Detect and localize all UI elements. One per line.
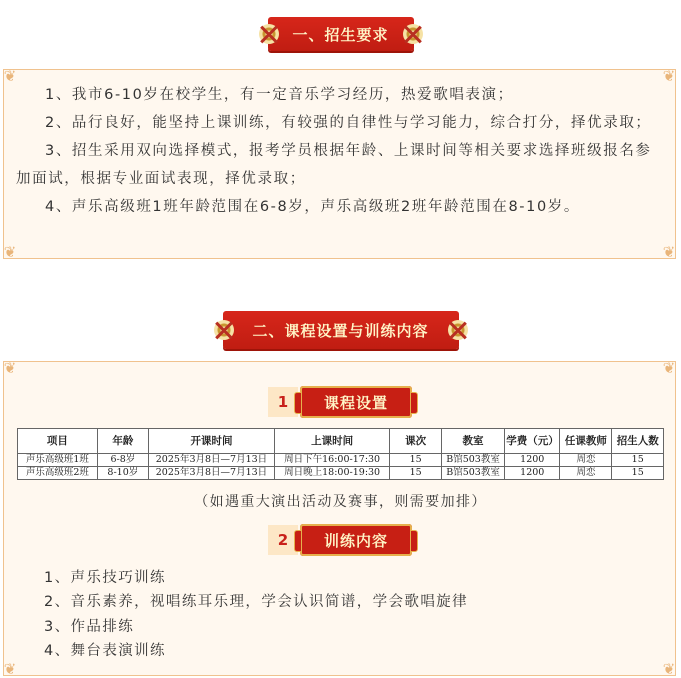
cloud-scroll-icon: ❦ xyxy=(662,660,676,678)
training-content-heading: 训练内容 xyxy=(300,524,412,556)
table-cell: 15 xyxy=(390,454,442,467)
chinese-knot-icon xyxy=(214,320,234,340)
table-cell: 声乐高级班1班 xyxy=(18,454,98,467)
sub-heading-number: 1 xyxy=(268,387,298,417)
list-item: 3、作品排练 xyxy=(44,618,135,635)
section1-title: 一、招生要求 xyxy=(292,25,389,44)
table-cell: 8-10岁 xyxy=(97,467,148,480)
table-cell: 6-8岁 xyxy=(97,454,148,467)
requirement-item: 3、招生采用双向选择模式，报考学员根据年龄、上课时间等相关要求选择班级报名参加面试，根据专业面试表现，择优录取； xyxy=(16,143,652,187)
table-cell: B馆503教室 xyxy=(441,454,504,467)
table-row xyxy=(18,467,664,480)
chinese-knot-icon xyxy=(259,24,279,44)
cloud-scroll-icon: ❦ xyxy=(662,67,676,85)
cloud-scroll-icon: ❦ xyxy=(3,243,17,261)
enrollment-requirements-text xyxy=(16,81,664,221)
course-table xyxy=(17,428,664,480)
table-cell: 1200 xyxy=(505,467,560,480)
table-cell: 1200 xyxy=(505,454,560,467)
column-header: 招生人数 xyxy=(612,429,664,454)
section2-title: 二、课程设置与训练内容 xyxy=(252,321,429,340)
column-header: 学费（元） xyxy=(505,429,560,454)
column-header: 年龄 xyxy=(97,429,148,454)
column-header: 教室 xyxy=(441,429,504,454)
list-item: 4、舞台表演训练 xyxy=(44,642,166,659)
table-cell: 2025年3月8日—7月13日 xyxy=(149,454,275,467)
cloud-scroll-icon: ❦ xyxy=(3,67,17,85)
schedule-note: （如遇重大演出活动及赛事，则需要加排） xyxy=(194,494,487,510)
table-cell: 周日晚上18:00-19:30 xyxy=(274,467,389,480)
section2-banner xyxy=(223,311,459,349)
section1-banner xyxy=(268,17,414,51)
table-header-row xyxy=(18,429,664,454)
list-item: 1、声乐技巧训练 xyxy=(44,570,166,586)
cloud-scroll-icon: ❦ xyxy=(662,243,676,261)
requirement-item: 1、我市6-10岁在校学生，有一定音乐学习经历，热爱歌唱表演； xyxy=(45,87,514,103)
table-cell: 15 xyxy=(612,467,664,480)
table-row xyxy=(18,454,664,467)
table-cell: 周日下午16:00-17:30 xyxy=(274,454,389,467)
table-cell: 声乐高级班2班 xyxy=(18,467,98,480)
table-cell: 周恋 xyxy=(560,454,612,467)
training-list xyxy=(44,566,468,663)
table-cell: 2025年3月8日—7月13日 xyxy=(149,467,275,480)
column-header: 上课时间 xyxy=(274,429,389,454)
cloud-scroll-icon: ❦ xyxy=(662,359,676,377)
requirement-item: 4、声乐高级班1班年龄范围在6-8岁，声乐高级班2班年龄范围在8-10岁。 xyxy=(45,199,580,215)
table-cell: 周恋 xyxy=(560,467,612,480)
column-header: 任课教师 xyxy=(560,429,612,454)
sub-heading-number: 2 xyxy=(268,525,298,555)
cloud-scroll-icon: ❦ xyxy=(3,359,17,377)
list-item: 2、音乐素养，视唱练耳乐理，学会认识简谱，学会歌唱旋律 xyxy=(44,594,469,611)
column-header: 课次 xyxy=(390,429,442,454)
table-cell: B馆503教室 xyxy=(441,467,504,480)
table-cell: 15 xyxy=(390,467,442,480)
requirement-item: 2、品行良好，能坚持上课训练，有较强的自律性与学习能力，综合打分，择优录取； xyxy=(45,115,652,131)
column-header: 项目 xyxy=(18,429,98,454)
chinese-knot-icon xyxy=(403,24,423,44)
course-setup-heading: 课程设置 xyxy=(300,386,412,418)
chinese-knot-icon xyxy=(448,320,468,340)
column-header: 开课时间 xyxy=(149,429,275,454)
cloud-scroll-icon: ❦ xyxy=(3,660,17,678)
table-cell: 15 xyxy=(612,454,664,467)
